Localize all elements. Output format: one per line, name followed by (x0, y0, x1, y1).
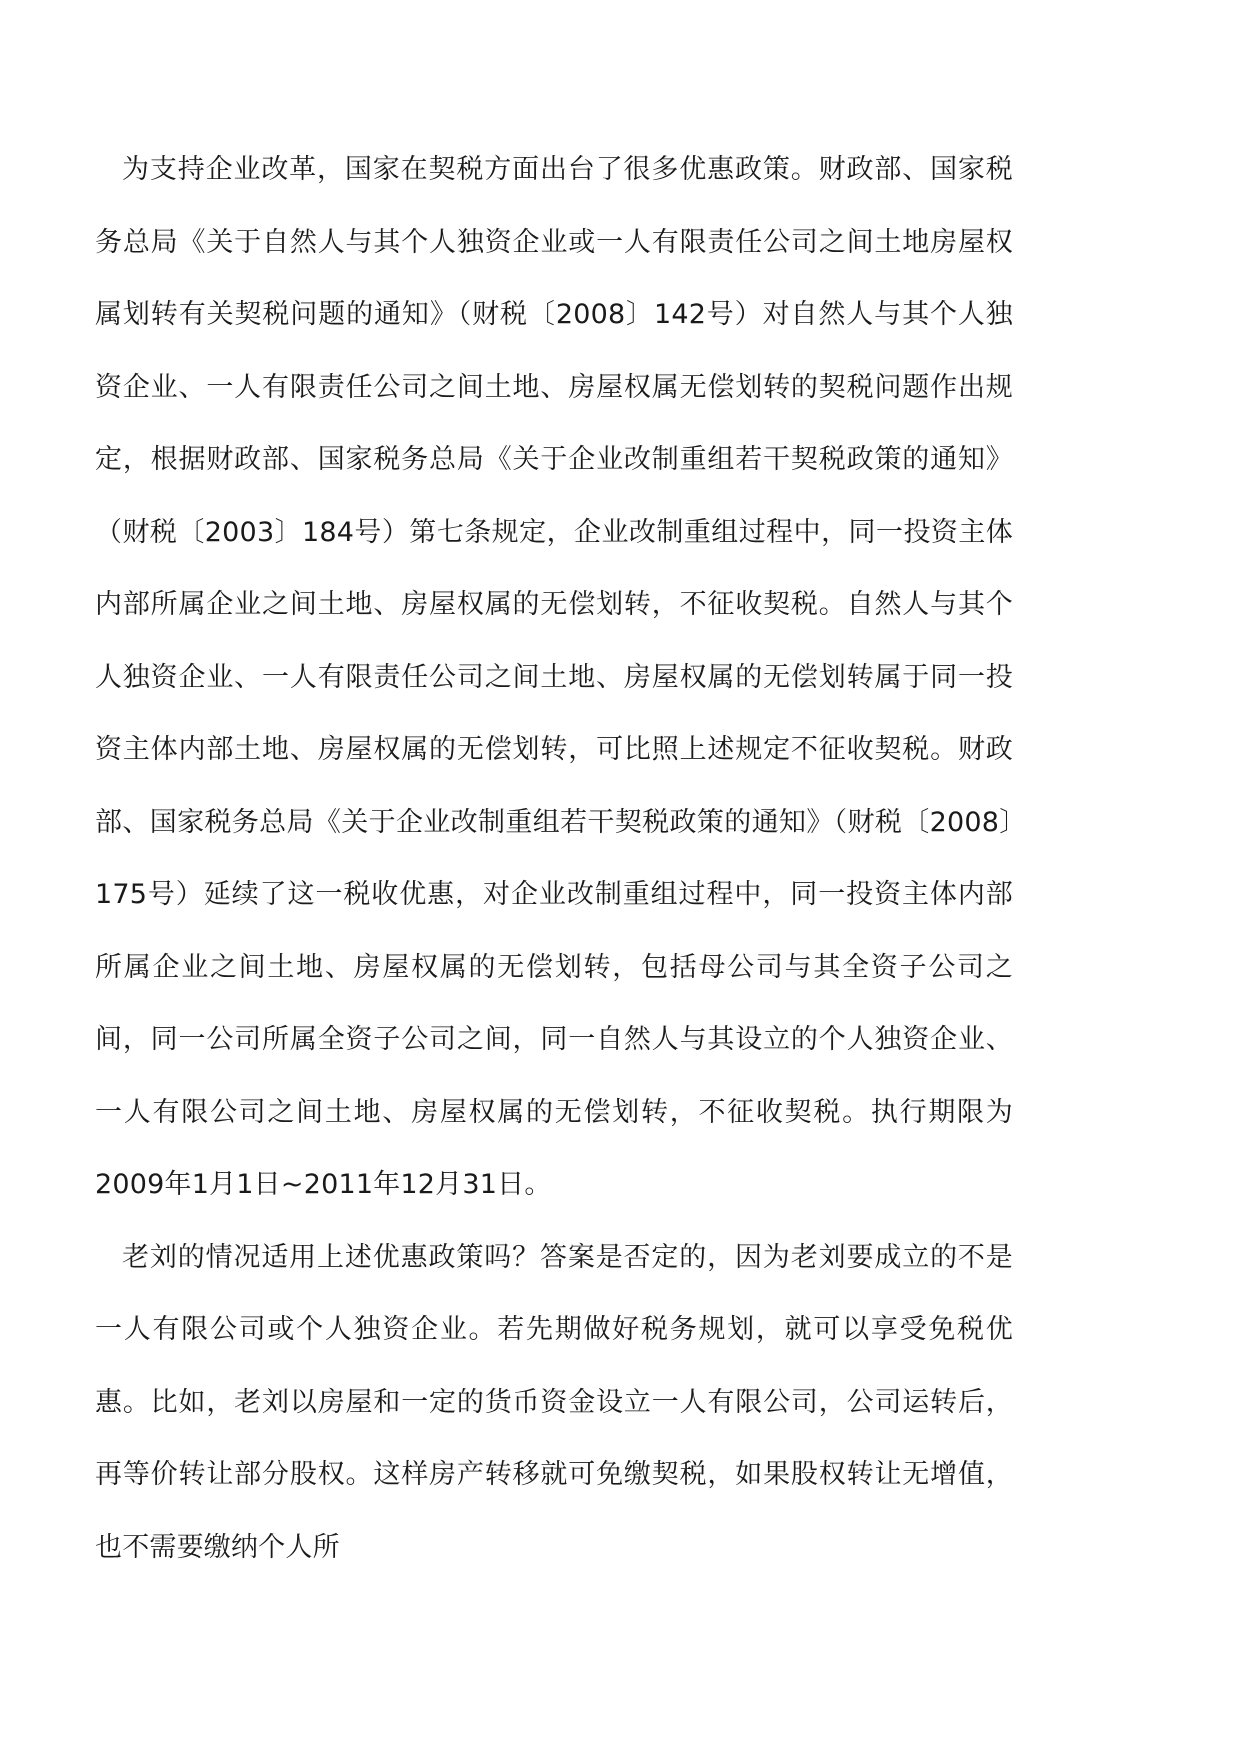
paragraph-case: 老刘的情况适用上述优惠政策吗？答案是否定的，因为老刘要成立的不是一人有限公司或个人独资企业。若先期做好税务规划，就可以享受免税优惠。比如，老刘以房屋和一定的货币资金设立一人有限公司，公司运转后，再等价转让部分股权。这样房产转移就可免缴契税，如果股权转让无增值，也不需要缴纳个人所 (95, 1241, 1013, 1563)
document-body (95, 134, 1013, 1584)
paragraph-policy: 为支持企业改革，国家在契税方面出台了很多优惠政策。财政部、国家税务总局《关于自然人与其个人独资企业或一人有限责任公司之间土地房屋权属划转有关契税问题的通知》（财税〔2008〕142号）对自然人与其个人独资企业、一人有限责任公司之间土地、房屋权属无偿划转的契税问题作出规定，根据财政部、国家税务总局《关于企业改制重组若干契税政策的通知》（财税〔2003〕184号）第七条规定，企业改制重组过程中，同一投资主体内部所属企业之间土地、房屋权属的无偿划转，不征收契税。自然人与其个人独资企业、一人有限责任公司之间土地、房屋权属的无偿划转属于同一投资主体内部土地、房屋权属的无偿划转，可比照上述规定不征收契税。财政部、国家税务总局《关于企业改制重组若干契税政策的通知》（财税〔2008〕175号）延续了这一税收优惠，对企业改制重组过程中，同一投资主体内部所属企业之间土地、房屋权属的无偿划转，包括母公司与其全资子公司之间，同一公司所属全资子公司之间，同一自然人与其设立的个人独资企业、一人有限公司之间土地、房屋权属的无偿划转，不征收契税。执行期限为2009年1月1日~2011年12月31日。 (95, 154, 1013, 1200)
